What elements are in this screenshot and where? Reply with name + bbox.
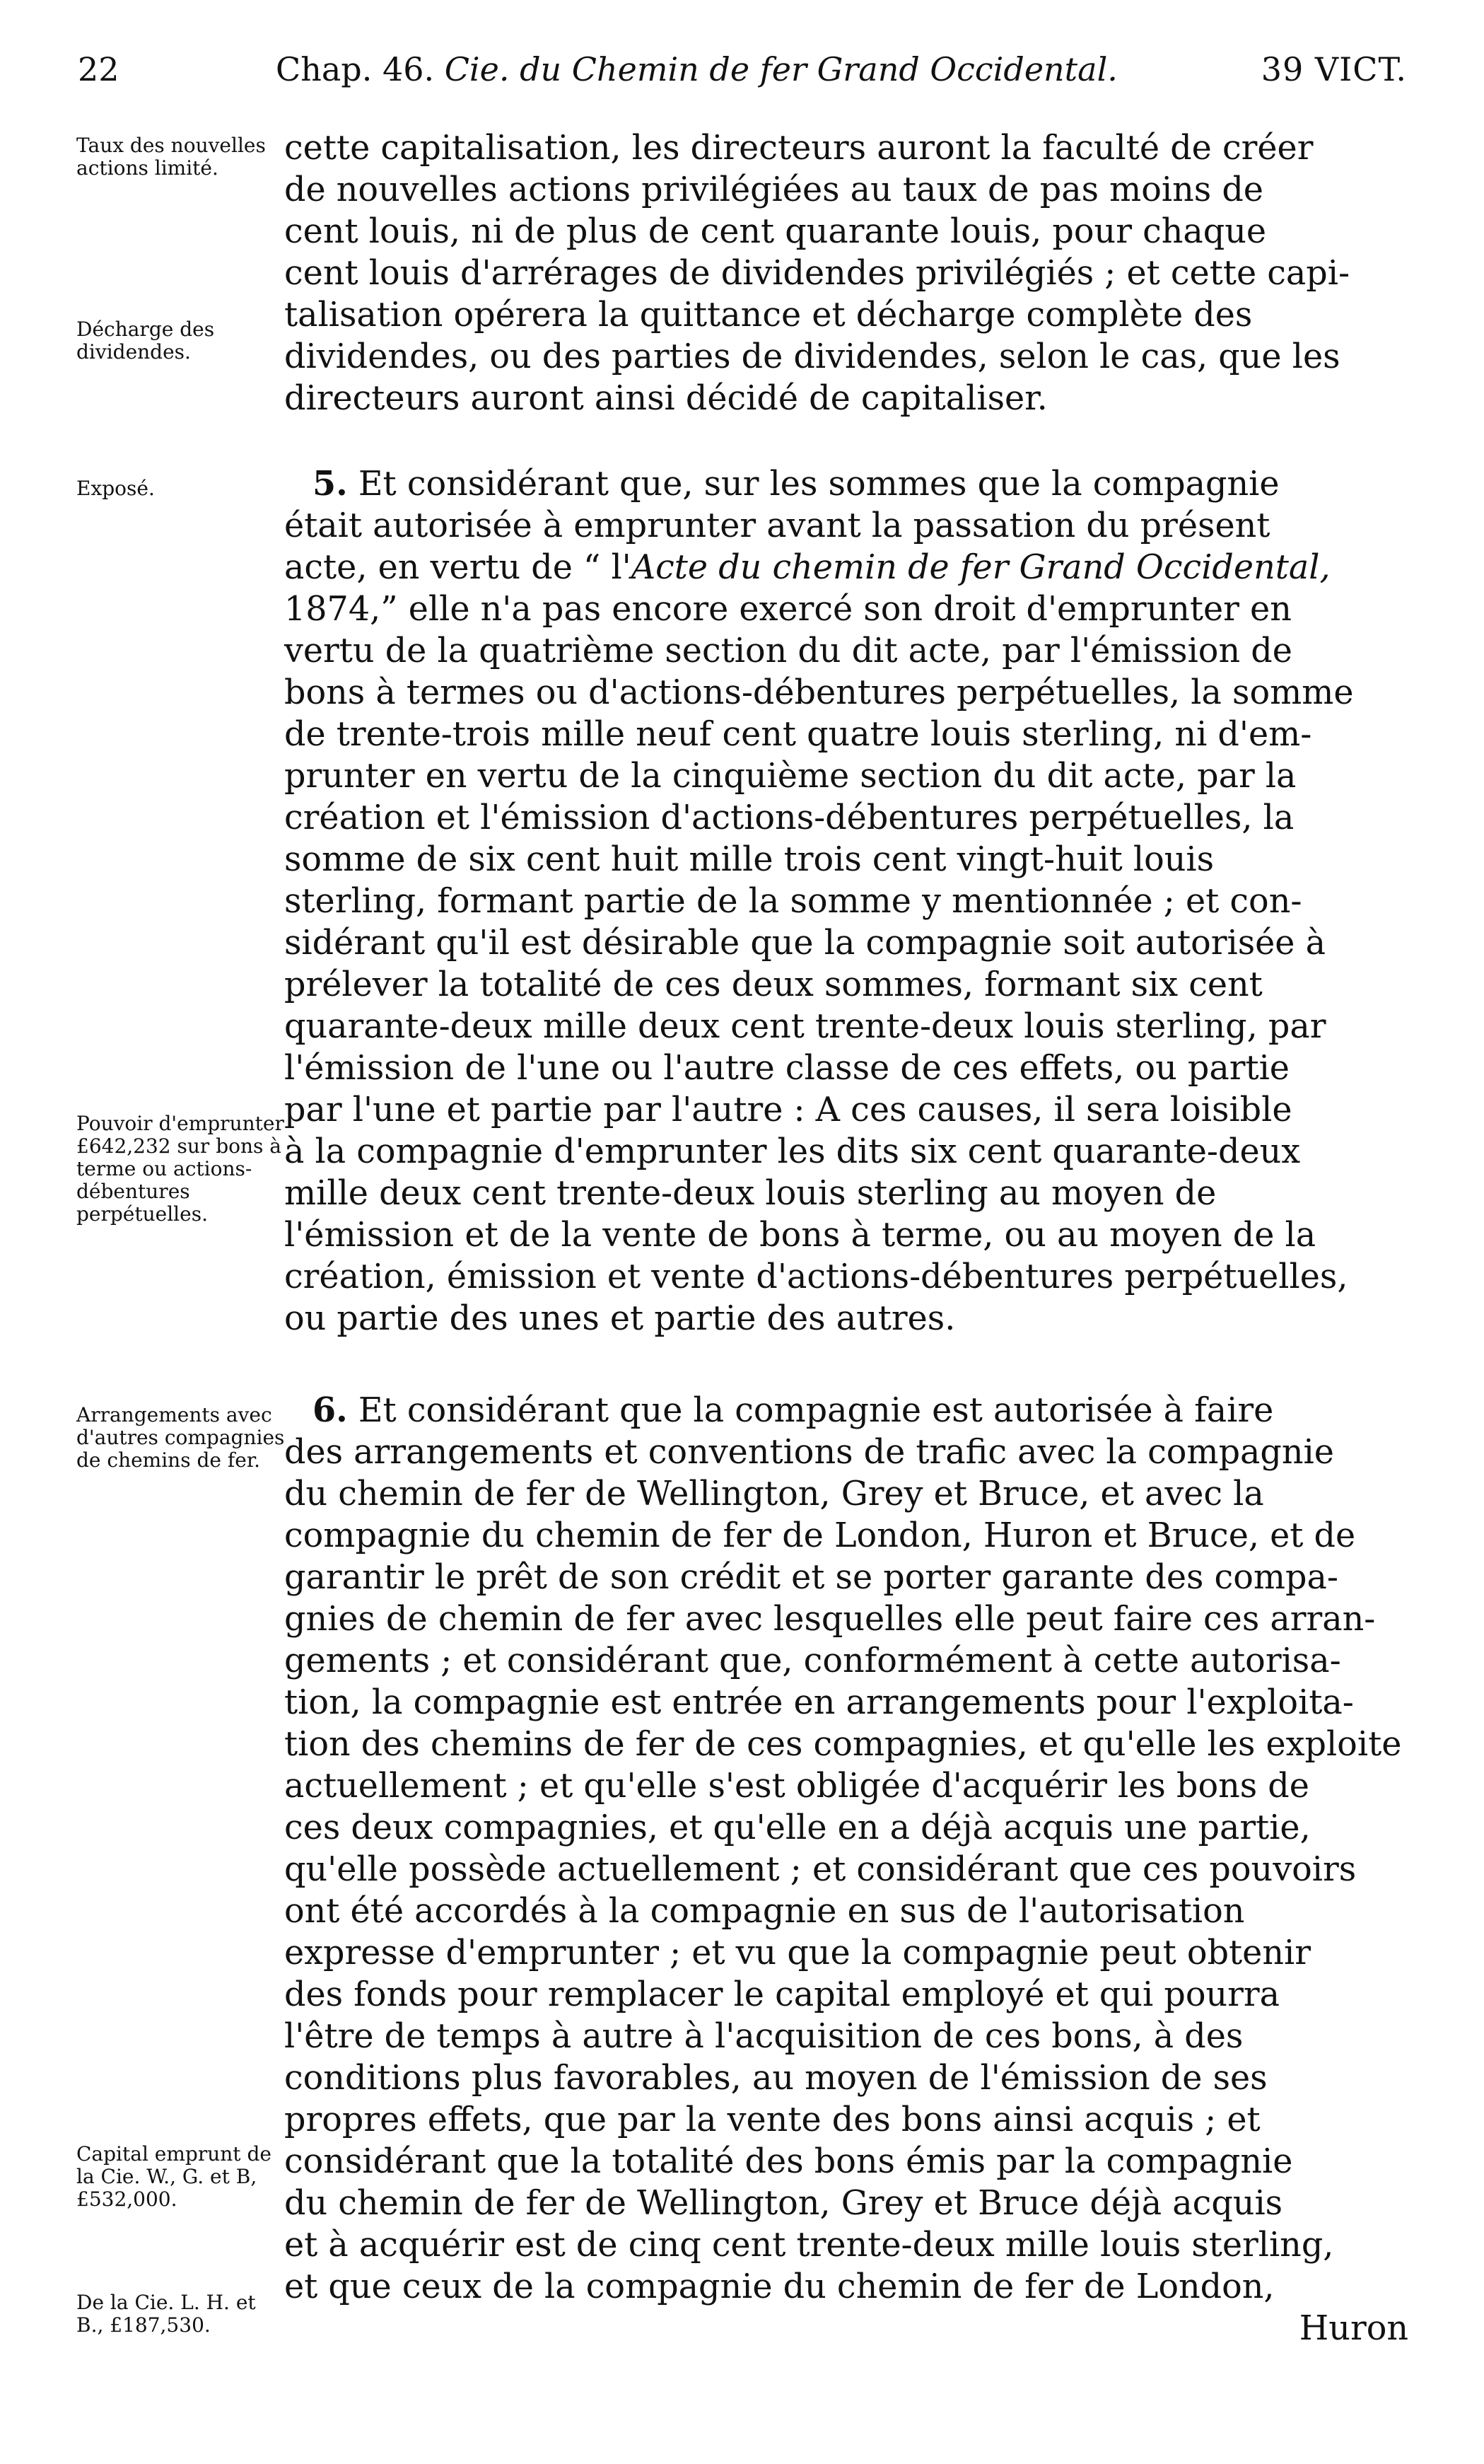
- margin-note-arrangements: Arrangements avec d'autres compagnies de chemins de fer.: [76, 1403, 285, 1472]
- regnal-year: 39 VICT.: [1261, 50, 1407, 88]
- text-line: était autorisée à emprunter avant la passation du présent: [284, 506, 1270, 545]
- page-number: 22: [78, 50, 119, 88]
- text-line: sterling, formant partie de la somme y mentionnée ; et con-: [284, 882, 1302, 921]
- text-line: vertu de la quatrième section du dit acte, par l'émission de: [284, 632, 1292, 670]
- running-header: [78, 41, 1407, 98]
- text-line: l'émission de l'une ou l'autre classe de ces effets, ou partie: [284, 1049, 1290, 1088]
- text-line: [284, 463, 1408, 505]
- section-5-ref-prefix: acte, en vertu de “ l': [284, 548, 631, 587]
- text-line: prélever la totalité de ces deux sommes, formant six cent: [284, 965, 1263, 1004]
- text-line: qu'elle possède actuellement ; et considérant que ces pouvoirs: [284, 1850, 1357, 1889]
- section-5-first-line: Et considérant que, sur les sommes que la compagnie: [347, 465, 1280, 504]
- paragraph-intro: [284, 127, 1408, 419]
- chapter-number: Chap. 46.: [276, 50, 435, 88]
- section-6: [284, 1390, 1408, 2349]
- section-5: [284, 463, 1408, 1339]
- text-line: 1874,” elle n'a pas encore exercé son droit d'emprunter en: [284, 590, 1292, 629]
- margin-note-expose: Exposé.: [76, 477, 155, 500]
- text-line: garantir le prêt de son crédit et se porter garante des compa-: [284, 1558, 1338, 1597]
- text-line: l'être de temps à autre à l'acquisition de ces bons, à des: [284, 2017, 1244, 2056]
- text-line: des fonds pour remplacer le capital employé et qui pourra: [284, 1975, 1280, 2014]
- text-line: du chemin de fer de Wellington, Grey et Bruce déjà acquis: [284, 2184, 1283, 2223]
- text-line: expresse d'emprunter ; et vu que la compagnie peut obtenir: [284, 1934, 1311, 1972]
- text-line: et que ceux de la compagnie du chemin de fer de London,: [284, 2267, 1275, 2306]
- text-line: gnies de chemin de fer avec lesquelles elle peut faire ces arran-: [284, 1600, 1376, 1639]
- catchword: Huron: [1299, 2309, 1408, 2348]
- text-line: et à acquérir est de cinq cent trente-deux mille louis sterling,: [284, 2226, 1334, 2265]
- text-line: bons à termes ou d'actions-débentures perpétuelles, la somme: [284, 673, 1354, 712]
- text-line: du chemin de fer de Wellington, Grey et Bruce, et avec la: [284, 1475, 1264, 1513]
- text-line: quarante-deux mille deux cent trente-deux louis sterling, par: [284, 1007, 1326, 1046]
- text-line: talisation opérera la quittance et décharge complète des: [284, 296, 1253, 335]
- text-line: conditions plus favorables, au moyen de l'émission de ses: [284, 2059, 1268, 2098]
- text-line: actuellement ; et qu'elle s'est obligée d'acquérir les bons de: [284, 1767, 1309, 1806]
- text-line: mille deux cent trente-deux louis sterling au moyen de: [284, 1174, 1217, 1213]
- text-line: l'émission et de la vente de bons à terme, ou au moyen de la: [284, 1216, 1316, 1255]
- margin-note-capital: Capital emprunt de la Cie. W., G. et B, £532,000.: [76, 2142, 271, 2211]
- text-line: [284, 547, 1408, 588]
- text-line: par l'une et partie par l'autre : A ces causes, il sera loisible: [284, 1091, 1292, 1129]
- section-6-first-line: Et considérant que la compagnie est autorisée à faire: [347, 1391, 1274, 1430]
- margin-note-de-la-cie: De la Cie. L. H. et B., £187,530.: [76, 2291, 256, 2337]
- text-line: dividendes, ou des parties de dividendes, selon le cas, que les: [284, 337, 1340, 376]
- margin-note-pouvoir: Pouvoir d'emprunter £642,232 sur bons à terme ou actions-débentures perpétuelles.: [76, 1112, 284, 1226]
- text-line: compagnie du chemin de fer de London, Huron et Bruce, et de: [284, 1516, 1356, 1555]
- text-line: à la compagnie d'emprunter les dits six cent quarante-deux: [284, 1132, 1301, 1171]
- text-line: gements ; et considérant que, conformément à cette autorisa-: [284, 1641, 1341, 1680]
- text-line: [284, 1390, 1408, 1431]
- text-line: considérant que la totalité des bons émis par la compagnie: [284, 2142, 1293, 2181]
- act-title: Cie. du Chemin de fer Grand Occidental.: [444, 50, 1118, 88]
- text-line: création et l'émission d'actions-débentures perpétuelles, la: [284, 798, 1295, 837]
- text-line: sidérant qu'il est désirable que la compagnie soit autorisée à: [284, 924, 1326, 963]
- section-6-number: 6.: [312, 1390, 348, 1430]
- text-line: somme de six cent huit mille trois cent vingt-huit louis: [284, 840, 1215, 879]
- text-line: tion, la compagnie est entrée en arrangements pour l'exploita-: [284, 1683, 1354, 1722]
- text-line: de nouvelles actions privilégiées au taux de pas moins de: [284, 170, 1263, 209]
- text-line: cent louis, ni de plus de cent quarante louis, pour chaque: [284, 212, 1267, 251]
- text-line: directeurs auront ainsi décidé de capitaliser.: [284, 379, 1048, 418]
- margin-note-decharge: Décharge des dividendes.: [76, 318, 215, 364]
- act-citation: Acte du chemin de fer Grand Occidental,: [631, 548, 1331, 587]
- text-line: ces deux compagnies, et qu'elle en a déjà acquis une partie,: [284, 1808, 1311, 1847]
- section-5-number: 5.: [312, 464, 348, 504]
- text-line: tion des chemins de fer de ces compagnies, et qu'elle les exploite: [284, 1725, 1402, 1764]
- chapter-title: [276, 41, 1118, 98]
- margin-note-taux: Taux des nouvelles actions limité.: [76, 134, 266, 180]
- text-line: ou partie des unes et partie des autres.: [284, 1299, 956, 1338]
- text-line: cette capitalisation, les directeurs auront la faculté de créer: [284, 129, 1314, 168]
- text-line: création, émission et vente d'actions-débentures perpétuelles,: [284, 1257, 1348, 1296]
- text-line: des arrangements et conventions de trafic avec la compagnie: [284, 1433, 1334, 1472]
- text-line: de trente-trois mille neuf cent quatre louis sterling, ni d'em-: [284, 715, 1312, 754]
- text-line: propres effets, que par la vente des bons ainsi acquis ; et: [284, 2100, 1261, 2139]
- text-line: prunter en vertu de la cinquième section du dit acte, par la: [284, 757, 1297, 796]
- text-line: ont été accordés à la compagnie en sus de l'autorisation: [284, 1892, 1245, 1931]
- text-line: cent louis d'arrérages de dividendes privilégiés ; et cette capi-: [284, 254, 1350, 293]
